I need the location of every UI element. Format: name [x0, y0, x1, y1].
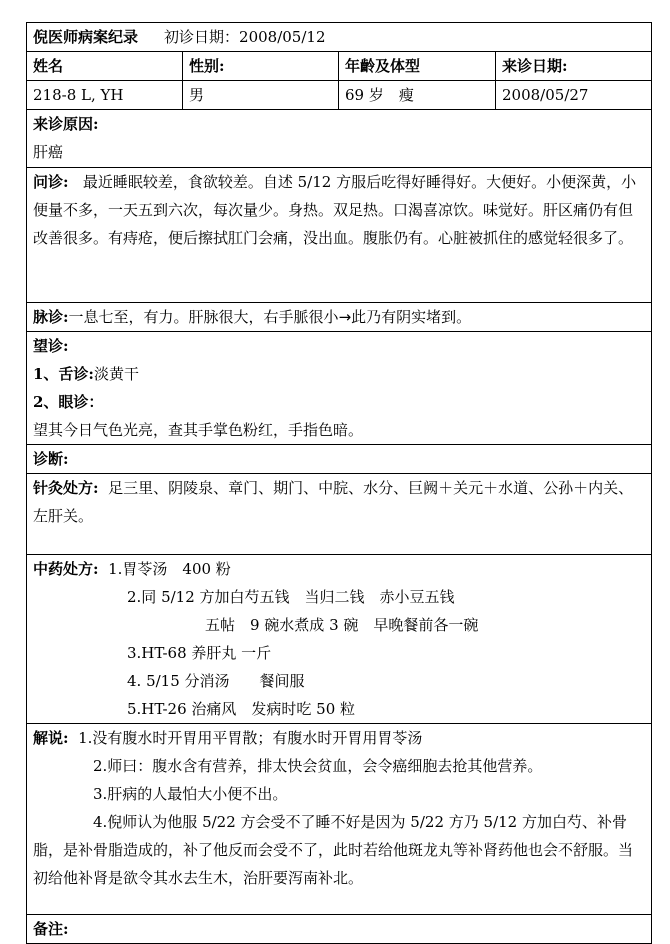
tongue-line — [33, 360, 645, 388]
right-arrow-icon: → — [338, 308, 352, 326]
patient-gender: 男 — [183, 81, 339, 110]
notes-label: 备注: — [33, 920, 69, 938]
column-header-row — [27, 52, 652, 81]
patient-visit-date: 2008/05/27 — [496, 81, 652, 110]
reason-text: 肝癌 — [33, 143, 64, 161]
tongue-text: 淡黄干 — [93, 365, 139, 383]
herbal-item-1-line — [33, 555, 645, 583]
patient-info-row — [27, 81, 652, 110]
name-header: 姓名 — [27, 52, 183, 81]
pulse-row — [27, 303, 652, 332]
reason-label: 来诊原因: — [33, 115, 99, 133]
title-row — [27, 23, 652, 52]
herbal-item: 2.同 5/12 方加白芍五钱 当归二钱 赤小豆五钱 — [127, 588, 455, 606]
tongue-label: 1、舌诊: — [33, 365, 94, 383]
notes-row — [27, 915, 652, 944]
age-build-header: 年齡及体型 — [339, 52, 496, 81]
explanation-item: 4.倪师认为他服 5/22 方会受不了睡不好是因为 5/22 方乃 5/12 方加白芍、补骨脂，是补骨脂造成的，补了他反而会受不了，此时若给他斑龙丸等补肾药他也会不舒服。当初给他补肾是欲令其水去生木，治肝要泻南补北。 — [33, 813, 634, 887]
acupuncture-label: 针灸处方: — [33, 479, 99, 497]
gender-header: 性别: — [183, 52, 339, 81]
herbal-item: 4. 5/15 分消汤 餐间服 — [127, 672, 305, 690]
eye-label: 2、眼诊： — [33, 393, 104, 411]
inquiry-text: 最近睡眠较差，食欲较差。自述 5/12 方服后吃得好睡得好。大便好。小便深黄，小便量不多，一天五到六次，每次量少。身热。双足热。口渴喜凉饮。味觉好。肝区痛仍有但改善很多。有痔疮，便后擦拭肛门会痛，没出血。腹胀仍有。心脏被抓住的感觉轻很多了。 — [33, 173, 637, 247]
observation-text: 望其今日气色光亮，查其手掌色粉红，手指色暗。 — [33, 421, 364, 439]
herbal-item: 五帖 9 碗水煮成 3 碗 早晚餐前各一碗 — [205, 616, 479, 634]
explanation-item: 1.没有腹水时开胃用平胃散；有腹水时开胃用胃苓汤 — [78, 729, 423, 747]
patient-age-build: 69 岁 瘦 — [339, 81, 496, 110]
record-title: 倪医师病案纪录 — [33, 28, 139, 46]
case-record-sheet — [26, 22, 651, 944]
visit-date-header: 来诊日期: — [496, 52, 652, 81]
case-record-table — [26, 22, 652, 944]
patient-name: 218-8 L, YH — [27, 81, 183, 110]
inquiry-label: 问诊: — [33, 173, 69, 191]
herbal-item: 5.HT-26 治痛风 发病时吃 50 粒 — [127, 700, 356, 718]
explanation-item: 2.师曰：腹水含有营养，排太快会贫血，会令癌细胞去抢其他营养。 — [93, 757, 543, 775]
reason-row — [27, 110, 652, 168]
explanation-item-1-line — [33, 724, 645, 752]
diagnosis-row — [27, 445, 652, 474]
pulse-label: 脉诊: — [33, 308, 69, 326]
first-visit-label: 初诊日期： — [164, 28, 240, 46]
pulse-text-after: 此乃有阴实堵到。 — [351, 308, 472, 326]
inquiry-row — [27, 168, 652, 303]
herbal-item: 3.HT-68 养肝丸 一斤 — [127, 644, 272, 662]
explanation-row — [27, 724, 652, 915]
herbal-row — [27, 555, 652, 724]
pulse-text-before: 一息七至，有力。肝脉很大，右手脈很小 — [68, 308, 339, 326]
acupuncture-text: 足三里、阴陵泉、章门、期门、中脘、水分、巨阙＋关元＋水道、公孙＋内关、左肝关。 — [33, 479, 634, 525]
explanation-item: 3.肝病的人最怕大小便不出。 — [93, 785, 288, 803]
acupuncture-row — [27, 474, 652, 555]
first-visit-date: 2008/05/12 — [239, 28, 326, 46]
observation-label: 望诊: — [33, 337, 69, 355]
herbal-label: 中药处方: — [33, 560, 99, 578]
diagnosis-label: 诊断: — [33, 450, 69, 468]
explanation-label: 解说: — [33, 729, 69, 747]
observation-row — [27, 332, 652, 445]
herbal-item: 1.胃苓汤 400 粉 — [108, 560, 231, 578]
